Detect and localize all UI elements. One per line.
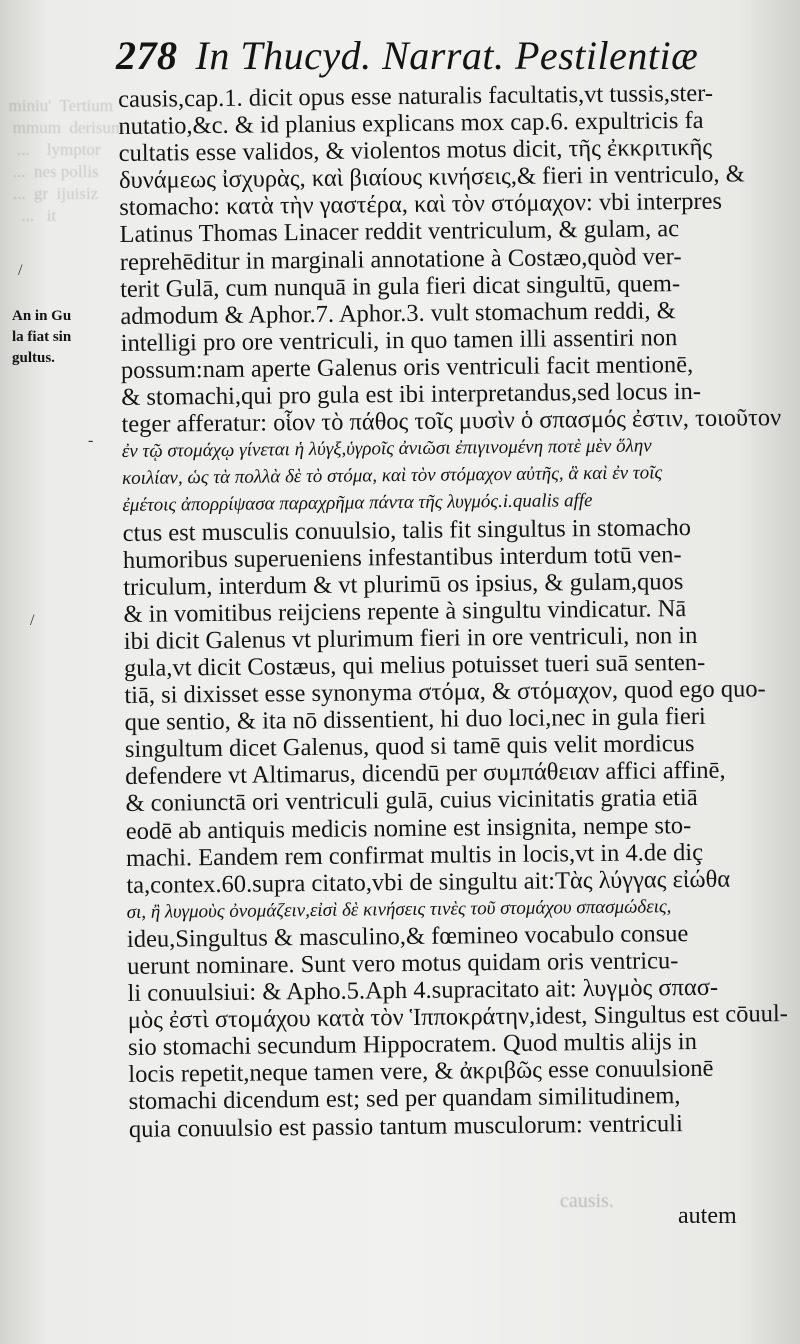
text-line: ἐν τῷ στομάχῳ γίνεται ἡ λύγξ,ὑγροῖς ἀνιῶσι ἐπιγινομένη ποτὲ μὲν ὅλην [121,435,652,463]
text-line: possum:nam aperte Galenus oris ventriculi facit mentionē, [120,350,694,384]
text-line: triculum, interdum & vt plurimū os ipsius, & gulam,quos [123,567,684,601]
margin-mark: - [88,432,94,449]
text-line: admodum & Aphor.7. Aphor.3. vult stomachum reddi, & [120,296,676,330]
text-line: que sentio, & ita nō dissentient, hi duo loci,nec in gula fieri [124,703,706,737]
text-line: intelligi pro ore ventriculi, in quo tamen illi assentiri non [120,324,678,357]
body-text [118,79,788,1143]
text-line: δυνάμεως ἰσχυρὰς, καὶ βιαίους κινήσεις,& fieri in ventriculo, & [118,160,745,195]
text-line: μὸς ἐστὶ στομάχου κατὰ τὸν Ἱπποκράτην,idest, Singultus est cōuul- [127,1000,788,1035]
text-line: cultatis esse validos, & violentos motus dicit, τῆς ἐκκριτικῆς [118,133,713,168]
text-line: stomacho: κατὰ τὴν γαστέρα, καὶ τὸν στόμαχον: vbi interpres [119,188,723,222]
page-number: 278 [116,33,178,78]
text-line: singultum dicet Galenus, quod si tamē quis velit mordicus [124,730,695,764]
text-line: ideu,Singultus & masculino,& fœmineo vocabulo consue [126,919,689,953]
text-line: tiā, si dixisset esse synonyma στόμα, & στόμαχον, quod ego quo- [124,675,766,710]
text-line: uerunt nominare. Sunt vero motus quidam oris ventricu- [127,947,679,980]
text-line: σι, ἢ λυγμοὺς ὀνομάζειν,εἰσὶ δὲ κινήσεις τινὲς τοῦ στομάχου σπασμώδεις, [126,896,672,923]
text-line: sio stomachi secundum Hippocratem. Quod multis alijs in [127,1028,698,1062]
bleed-through-bottom: causis. [560,1190,614,1212]
margin-mark: / [18,262,23,279]
text-line: Latinus Thomas Linacer reddit ventriculum, & gulam, ac [119,215,680,249]
text-line: ctus est musculis conuulsio, talis fit singultus in stomacho [122,513,692,547]
margin-note [12,306,112,369]
running-title: In Thucyd. Narrat. Pestilentiæ [195,33,699,78]
text-line: κοιλίαν, ὡς τὰ πολλὰ δὲ τὸ στόμα, καὶ τὸν στόμαχον αὐτῆς, ἃ καὶ ἐν τοῖς [122,462,663,490]
text-line: machi. Eandem rem confirmat multis in locis,vt in 4.de diç [125,838,704,872]
text-line: & stomachi,qui pro gula est ibi interpretandus,sed locus in- [121,377,702,412]
margin-note-line: la fiat sin [12,329,72,345]
text-line: ἐμέτοις ἀπορρίψασα παραχρῆμα πάντα τῆς λυγμός.i.qualis affe [122,490,593,517]
margin-note-line: gultus. [12,350,55,366]
text-line: stomachi dicendum est; sed per quandam similitudinem, [128,1082,681,1116]
text-line: reprehēditur in marginali annotatione à Costæo,quòd ver- [119,242,682,276]
margin-mark: / [30,612,35,629]
bleed-through-text: miniu' Tertium mmum derisum ... lymptor ... nes pollis ... gr ijuisiz ... it [8,96,125,225]
text-line: ibi dicit Galenus vt plurimum fieri in ore ventriculi, non in [123,621,698,655]
text-line: & coniunctā ori ventriculi gulā, cuius vicinitatis gratia etiā [125,784,698,818]
text-line: humoribus superueniens infestantibus interdum totū ven- [122,540,682,574]
text-line: defendere vt Altimarus, dicendū per συμπάθειαν affici affinē, [125,757,726,791]
text-line: ta,contex.60.supra citato,vbi de singultu ait:Τὰς λύγγας εἰώθα [126,865,731,899]
text-line: locis repetit,neque tamen vere, & ἀκριβῶς esse conuulsionē [128,1055,714,1089]
margin-note-line: An in Gu [12,308,72,324]
text-line: & in vomitibus reijciens repente à singultu vindicatur. Nā [123,594,687,628]
text-line: li conuulsiui: & Apho.5.Aph 4.supracitato ait: λυγμὸς σπασ- [127,973,719,1008]
text-line: eodē ab antiquis medicis nomine est insignita, nempe sto- [125,811,692,845]
text-line: causis,cap.1. dicit opus esse naturalis facultatis,vt tussis,ster- [118,79,714,113]
text-line: gula,vt dicit Costæus, qui melius potuisset tueri suā senten- [123,648,706,682]
text-line: quia conuulsio est passio tantum musculorum: ventriculi [128,1109,683,1143]
running-header [116,32,699,80]
text-line: nutatio,&c. & id planius explicans mox cap.6. expultricis fa [118,106,704,141]
catchword: autem [678,1203,737,1229]
text-line: terit Gulā, cum nunquā in gula fieri dicat singultū, quem- [119,269,681,303]
text-line: teger afferatur: οἷον τὸ πάθος τοῖς μυσὶν ὁ σπασμός ἐστιν, τοιοῦτον [121,404,782,439]
